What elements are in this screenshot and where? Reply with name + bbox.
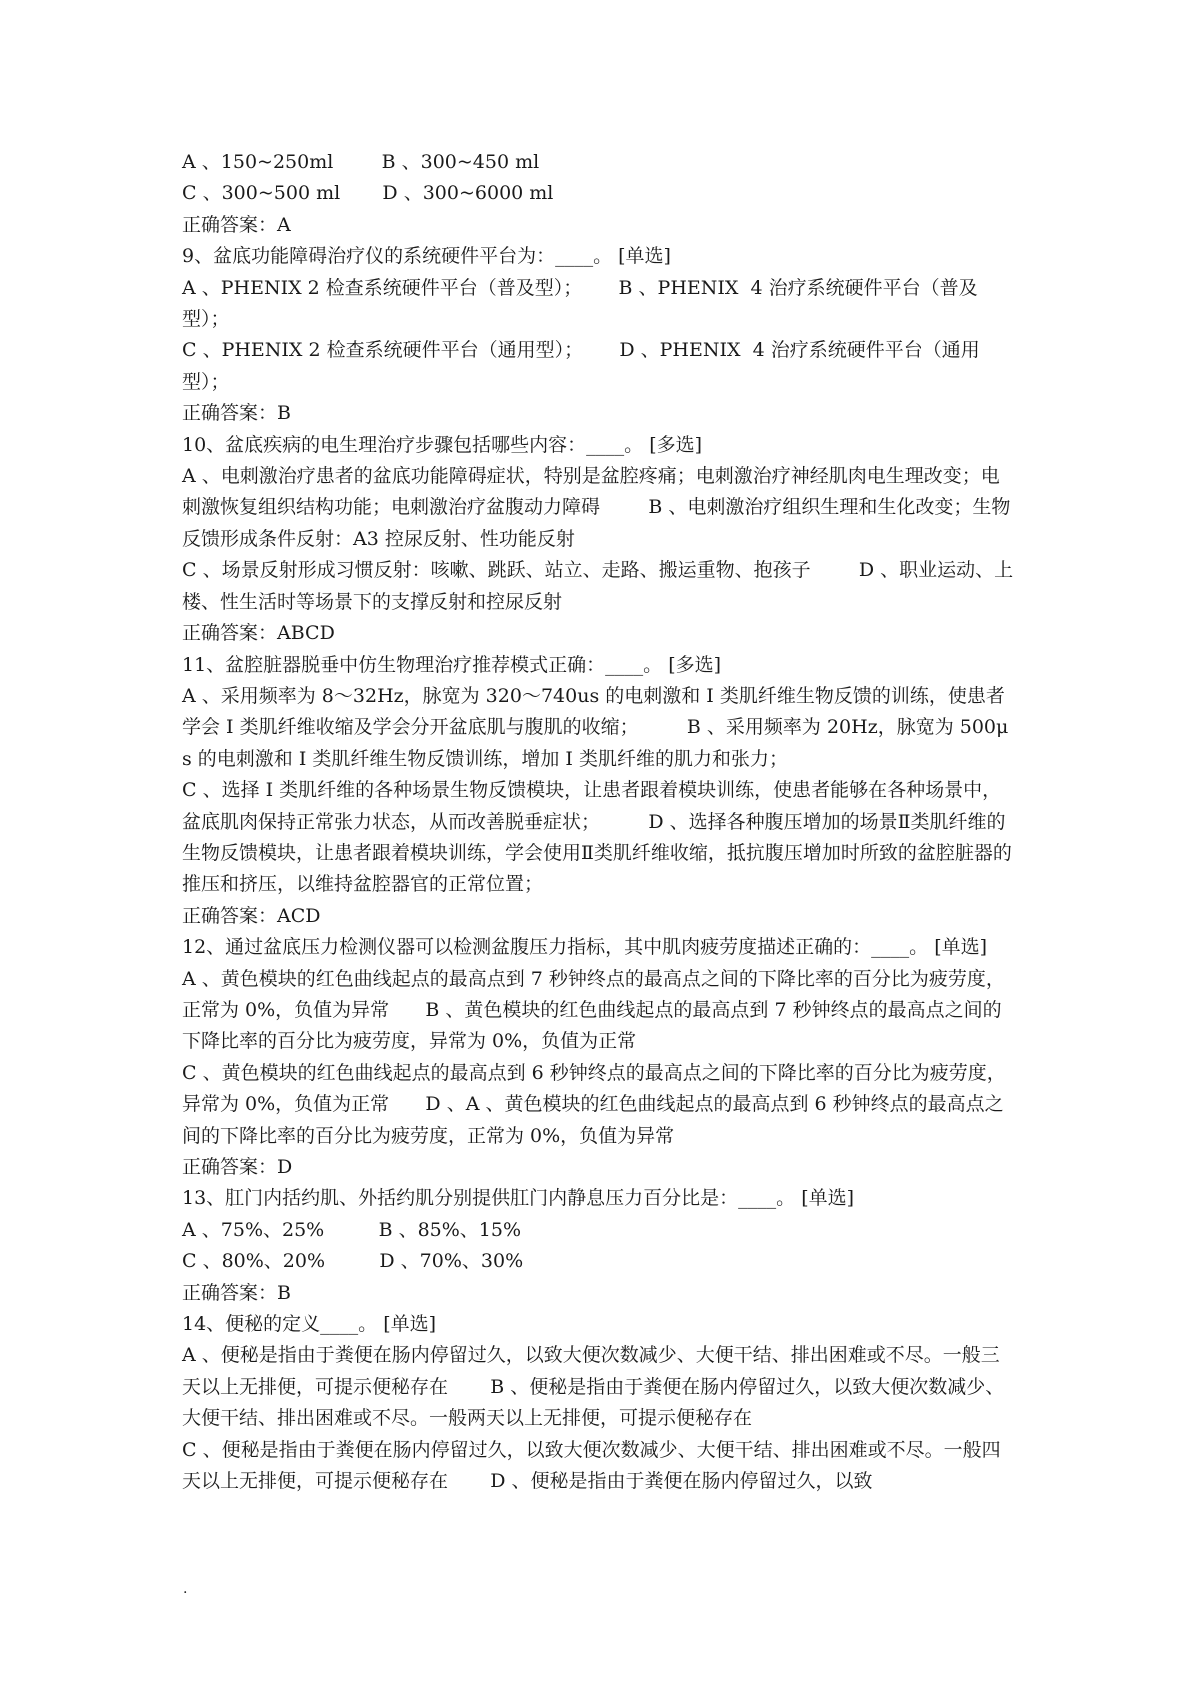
option-line: A 、黄色模块的红色曲线起点的最高点到 7 秒钟终点的最高点之间的下降比率的百分比为疲劳度，正常为 0%，负值为异常 B 、黄色模块的红色曲线起点的最高点到 7 秒钟终点的最高点之间的下降比率的百分比为疲劳度，异常为 0%，负值为正常 [182, 967, 1005, 1053]
option-line: C 、便秘是指由于粪便在肠内停留过久，以致大便次数减少、大便干结、排出困难或不尽。一般四天以上无排便，可提示便秘存在 D 、便秘是指由于粪便在肠内停留过久，以致 [182, 1438, 1001, 1493]
footer-mark: . [183, 1581, 188, 1597]
answer-line: 正确答案：A [182, 213, 291, 236]
option-line: A 、150~250ml B 、300~450 ml [182, 151, 540, 173]
question-13: 13、肛门内括约肌、外括约肌分别提供肛门内静息压力百分比是：____。 [单选] [182, 1187, 855, 1210]
option-line: C 、黄色模块的红色曲线起点的最高点到 6 秒钟终点的最高点之间的下降比率的百分比为疲劳度，异常为 0%，负值为正常 D 、A 、黄色模块的红色曲线起点的最高点到 6 秒钟终点的最高点之间的下降比率的百分比为疲劳度，正常为 0%，负值为异常 [182, 1061, 1006, 1147]
option-line: A 、PHENIX 2 检查系统硬件平台（普及型）； B 、PHENIX 4 治疗系统硬件平台（普及型）； [182, 276, 978, 331]
option-line: C 、场景反射形成习惯反射：咳嗽、跳跃、站立、走路、搬运重物、抱孩子 D 、职业运动、上楼、性生活时等场景下的支撑反射和控尿反射 [182, 559, 1014, 613]
question-12: 12、通过盆底压力检测仪器可以检测盆腹压力指标，其中肌肉疲劳度描述正确的：____。 [单选] [182, 936, 988, 959]
answer-line: 正确答案：D [182, 1156, 293, 1178]
question-11: 11、盆腔脏器脱垂中仿生物理治疗推荐模式正确：____。 [多选] [182, 653, 722, 676]
question-10: 10、盆底疾病的电生理治疗步骤包括哪些内容：____。 [多选] [182, 433, 703, 456]
answer-line: 正确答案：ABCD [182, 622, 335, 645]
option-line: C 、80%、20% D 、70%、30% [182, 1250, 524, 1273]
option-line: A 、电刺激治疗患者的盆底功能障碍症状，特别是盆腔疼痛；电刺激治疗神经肌肉电生理改变；电刺激恢复组织结构功能；电刺激治疗盆腹动力障碍 B 、电刺激治疗组织生理和生化改变；生物反馈形成条件反射：A3 控尿反射、性功能反射 [182, 465, 1011, 550]
option-line: A 、75%、25% B 、85%、15% [182, 1218, 522, 1241]
answer-line: 正确答案：B [182, 402, 291, 425]
document-body [182, 147, 1017, 1497]
answer-line: 正确答案：B [182, 1281, 291, 1304]
option-line: C 、300~500 ml D 、300~6000 ml [182, 182, 554, 205]
option-line: A 、便秘是指由于粪便在肠内停留过久，以致大便次数减少、大便干结、排出困难或不尽。一般三天以上无排便，可提示便秘存在 B 、便秘是指由于粪便在肠内停留过久，以致大便次数减少、大便干结、排出困难或不尽。一般两天以上无排便，可提示便秘存在 [182, 1344, 1005, 1430]
question-14: 14、便秘的定义____。 [单选] [182, 1313, 437, 1336]
answer-line: 正确答案：ACD [182, 904, 321, 927]
option-line: A 、采用频率为 8～32Hz，脉宽为 320～740us 的电刺激和 I 类肌纤维生物反馈的训练，使患者学会 I 类肌纤维收缩及学会分开盆底肌与腹肌的收缩； B 、采用频率为 20Hz，脉宽为 500μs 的电刺激和 I 类肌纤维生物反馈训练，增加 I 类肌纤维的肌力和张力； [182, 684, 1009, 770]
option-line: C 、PHENIX 2 检查系统硬件平台（通用型）； D 、PHENIX 4 治疗系统硬件平台（通用型）； [182, 339, 980, 393]
option-line: C 、选择 I 类肌纤维的各种场景生物反馈模块，让患者跟着模块训练，使患者能够在各种场景中，盆底肌肉保持正常张力状态，从而改善脱垂症状； D 、选择各种腹压增加的场景Ⅱ类肌纤维的生物反馈模块，让患者跟着模块训练，学会使用Ⅱ类肌纤维收缩，抵抗腹压增加时所致的盆腔脏器的推压和挤压，以维持盆腔器官的正常位置； [182, 779, 1012, 896]
question-9: 9、盆底功能障碍治疗仪的系统硬件平台为：____。 [单选] [182, 245, 671, 268]
